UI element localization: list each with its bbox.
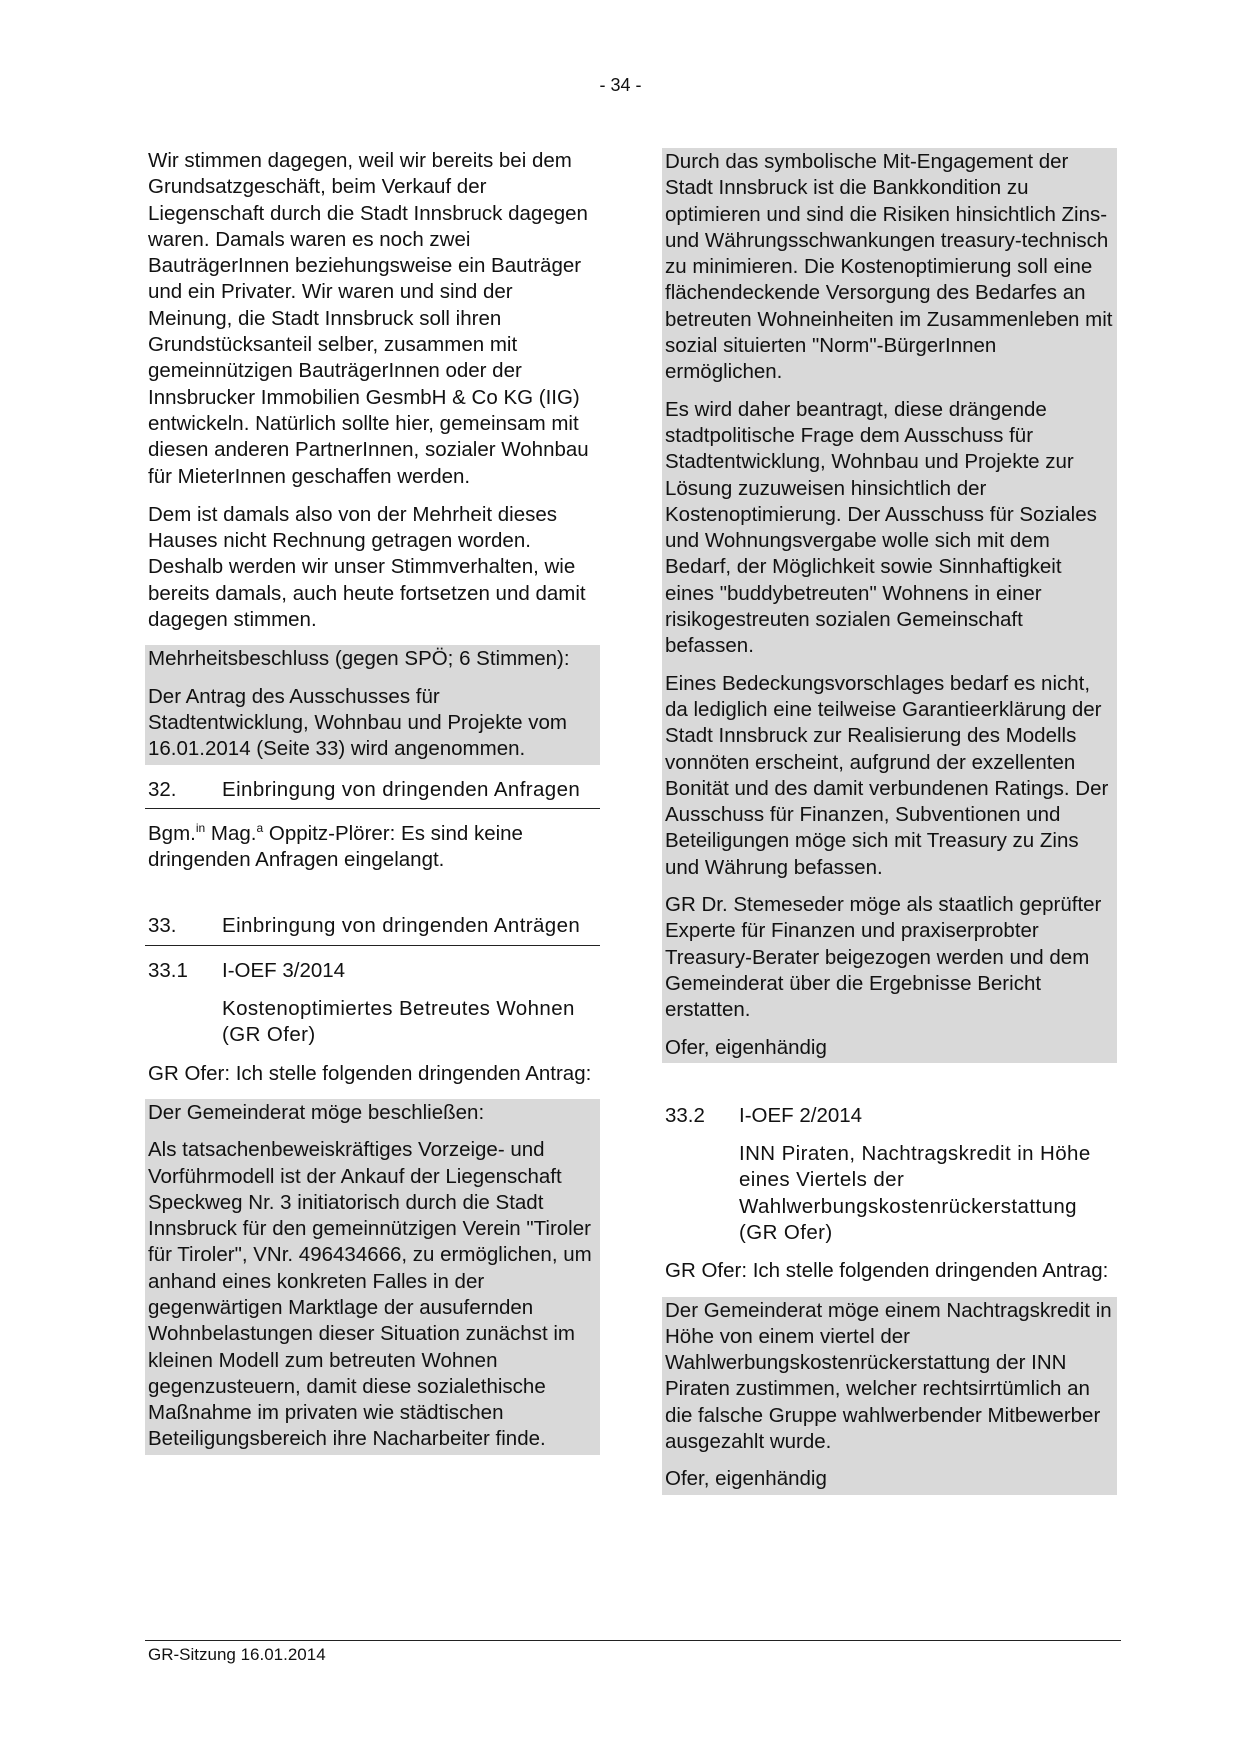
subsection-heading-33-1 [145,958,600,984]
mayor-degree: Mag. [205,821,257,845]
section-title: Einbringung von dringenden Anträgen [222,914,581,938]
signature: Ofer, eigenhändig [665,1035,827,1059]
page-footer [145,1640,1121,1665]
motion-block [145,1099,600,1455]
subsection-code: I-OEF 2/2014 [739,1103,863,1127]
section-heading-32 [145,777,600,809]
section-number: 32. [148,777,177,801]
signature: Ofer, eigenhändig [665,1467,827,1491]
section-heading-33 [145,913,600,945]
paragraph: Eines Bedeckungsvorschlages bedarf es nicht, da lediglich eine teilweise Garantieerklärung der Stadt Innsbruck zur Realisierung des Modells vonnöten erscheint, aufgrund der exzellenten Bonität und des damit verbundenen Ratings. Der Ausschuss für Finanzen, Subventionen und Beteiligungen möge sich mit Treasury zu Zins und Währung befassen. [665,671,1109,879]
paragraph: Wir stimmen dagegen, weil wir bereits bei dem Grundsatzgeschäft, beim Verkauf der Liegenschaft durch die Stadt Innsbruck dagegen waren. Damals waren es noch zwei BauträgerInnen beziehungsweise ein Bauträger und ein Privater. Wir waren und sind der Meinung, die Stadt Innsbruck soll ihren Grundstücksanteil selber, zusammen mit gemeinnützigen BauträgerInnen oder der Innsbrucker Immobilien GesmbH & Co KG (IIG) entwickeln. Natürlich sollte hier, gemeinsam mit diesen anderen PartnerInnen, sozialer Wohnbau für MieterInnen geschaffen werden. [148,149,589,488]
footer-text: GR-Sitzung 16.01.2014 [148,1645,326,1664]
decision-title: Mehrheitsbeschluss (gegen SPÖ; 6 Stimmen): [148,647,570,671]
subsection-subtitle: Kostenoptimiertes Betreutes Wohnen (GR Ofer) [222,997,575,1047]
paragraph: Es wird daher beantragt, diese drängende stadtpolitische Frage dem Ausschuss für Stadtentwicklung, Wohnbau und Projekte zur Lösung zuzuweisen hinsichtlich der Kostenoptimierung. Der Ausschuss für Soziales und Wohnungsvergabe wolle sich mit dem Bedarf, der Möglichkeit sowie Sinnhaftigkeit eines "buddybetreuten" Wohnens in einer risikogestreuten sozialen Gemeinschaft befassen. [665,397,1097,658]
right-column [662,148,1117,1507]
subsection-subtitle [662,1141,1117,1246]
motion-text: Der Gemeinderat möge einem Nachtragskredit in Höhe von einem viertel der Wahlwerbungskostenrückerstattung der INN Piraten zustimmen, welcher rechtsirrtümlich an die falsche Gruppe wahlwerbender Mitbewerber ausgezahlt wurde. [665,1298,1112,1454]
paragraph: Dem ist damals also von der Mehrheit dieses Hauses nicht Rechnung getragen worden. Deshalb werden wir unser Stimmverhalten, wie bereits damals, auch heute fortsetzen und damit dagegen stimmen. [148,502,586,632]
left-column [145,148,600,1467]
decision-block [145,645,600,764]
section-title: Einbringung von dringenden Anfragen [222,777,581,801]
motion-text: Als tatsachenbeweiskräftiges Vorzeige- und Vorführmodell ist der Ankauf der Liegenschaft Speckweg Nr. 3 initiatorisch durch die Stadt Innsbruck für den gemeinnützigen Verein "Tiroler für Tiroler", VNr. 496434666, zu ermöglichen, um anhand eines konkreten Falles in der gegenwärtigen Marktlage der ausufernden Wohnbelastungen dieser Situation zunächst im kleinen Modell zum betreuten Wohnen gegenzusteuern, damit diese sozialethische Maßnahme im privaten wie städtischen Beteiligungsbereich ihre Nacharbeiter finde. [148,1138,592,1451]
subsection-number: 33.1 [148,958,188,982]
motion-head: Der Gemeinderat möge beschließen: [148,1100,485,1124]
motion-block-2 [662,1297,1117,1495]
section-number: 33. [148,914,177,938]
subsection-number: 33.2 [665,1103,705,1127]
paragraph: GR Dr. Stemeseder möge als staatlich geprüfter Experte für Finanzen und praxiserprobter Treasury-Berater beigezogen werden und dem Gemeinderat über die Ergebnisse Bericht erstatten. [665,893,1102,1022]
decision-text: Der Antrag des Ausschusses für Stadtentwicklung, Wohnbau und Projekte vom 16.01.2014 (Seite 33) wird angenommen. [148,684,567,761]
subtitle-line: INN Piraten, Nachtragskredit in Höhe eines Viertels der Wahlwerbungskostenrückerstattung [739,1142,1091,1218]
superscript: a [256,820,264,835]
page-number: - 34 - [599,75,642,95]
motion-intro: GR Ofer: Ich stelle folgenden dringenden Antrag: [148,1061,592,1085]
motion-intro: GR Ofer: Ich stelle folgenden dringenden Antrag: [665,1259,1109,1283]
mayor-statement [145,821,600,874]
superscript: in [195,820,206,835]
subsection-heading-33-2 [662,1103,1117,1129]
motion-continued-block [662,148,1117,1063]
paragraph: Durch das symbolische Mit-Engagement der Stadt Innsbruck ist die Bankkondition zu optimieren und sind die Risiken hinsichtlich Zins- und Währungsschwankungen treasury-technisch zu minimieren. Die Kostenoptimierung soll eine flächendeckende Versorgung des Bedarfes an betreuten Wohneinheiten im Zusammenleben mit sozial situierten "Norm"-BürgerInnen ermöglichen. [665,150,1113,384]
subsection-code: I-OEF 3/2014 [222,958,346,982]
mayor-text: Oppitz-Plörer: Es sind keine dringenden Anfragen eingelangt. [148,821,523,872]
mayor-title: Bgm. [148,821,196,845]
subtitle-line: (GR Ofer) [739,1220,833,1244]
